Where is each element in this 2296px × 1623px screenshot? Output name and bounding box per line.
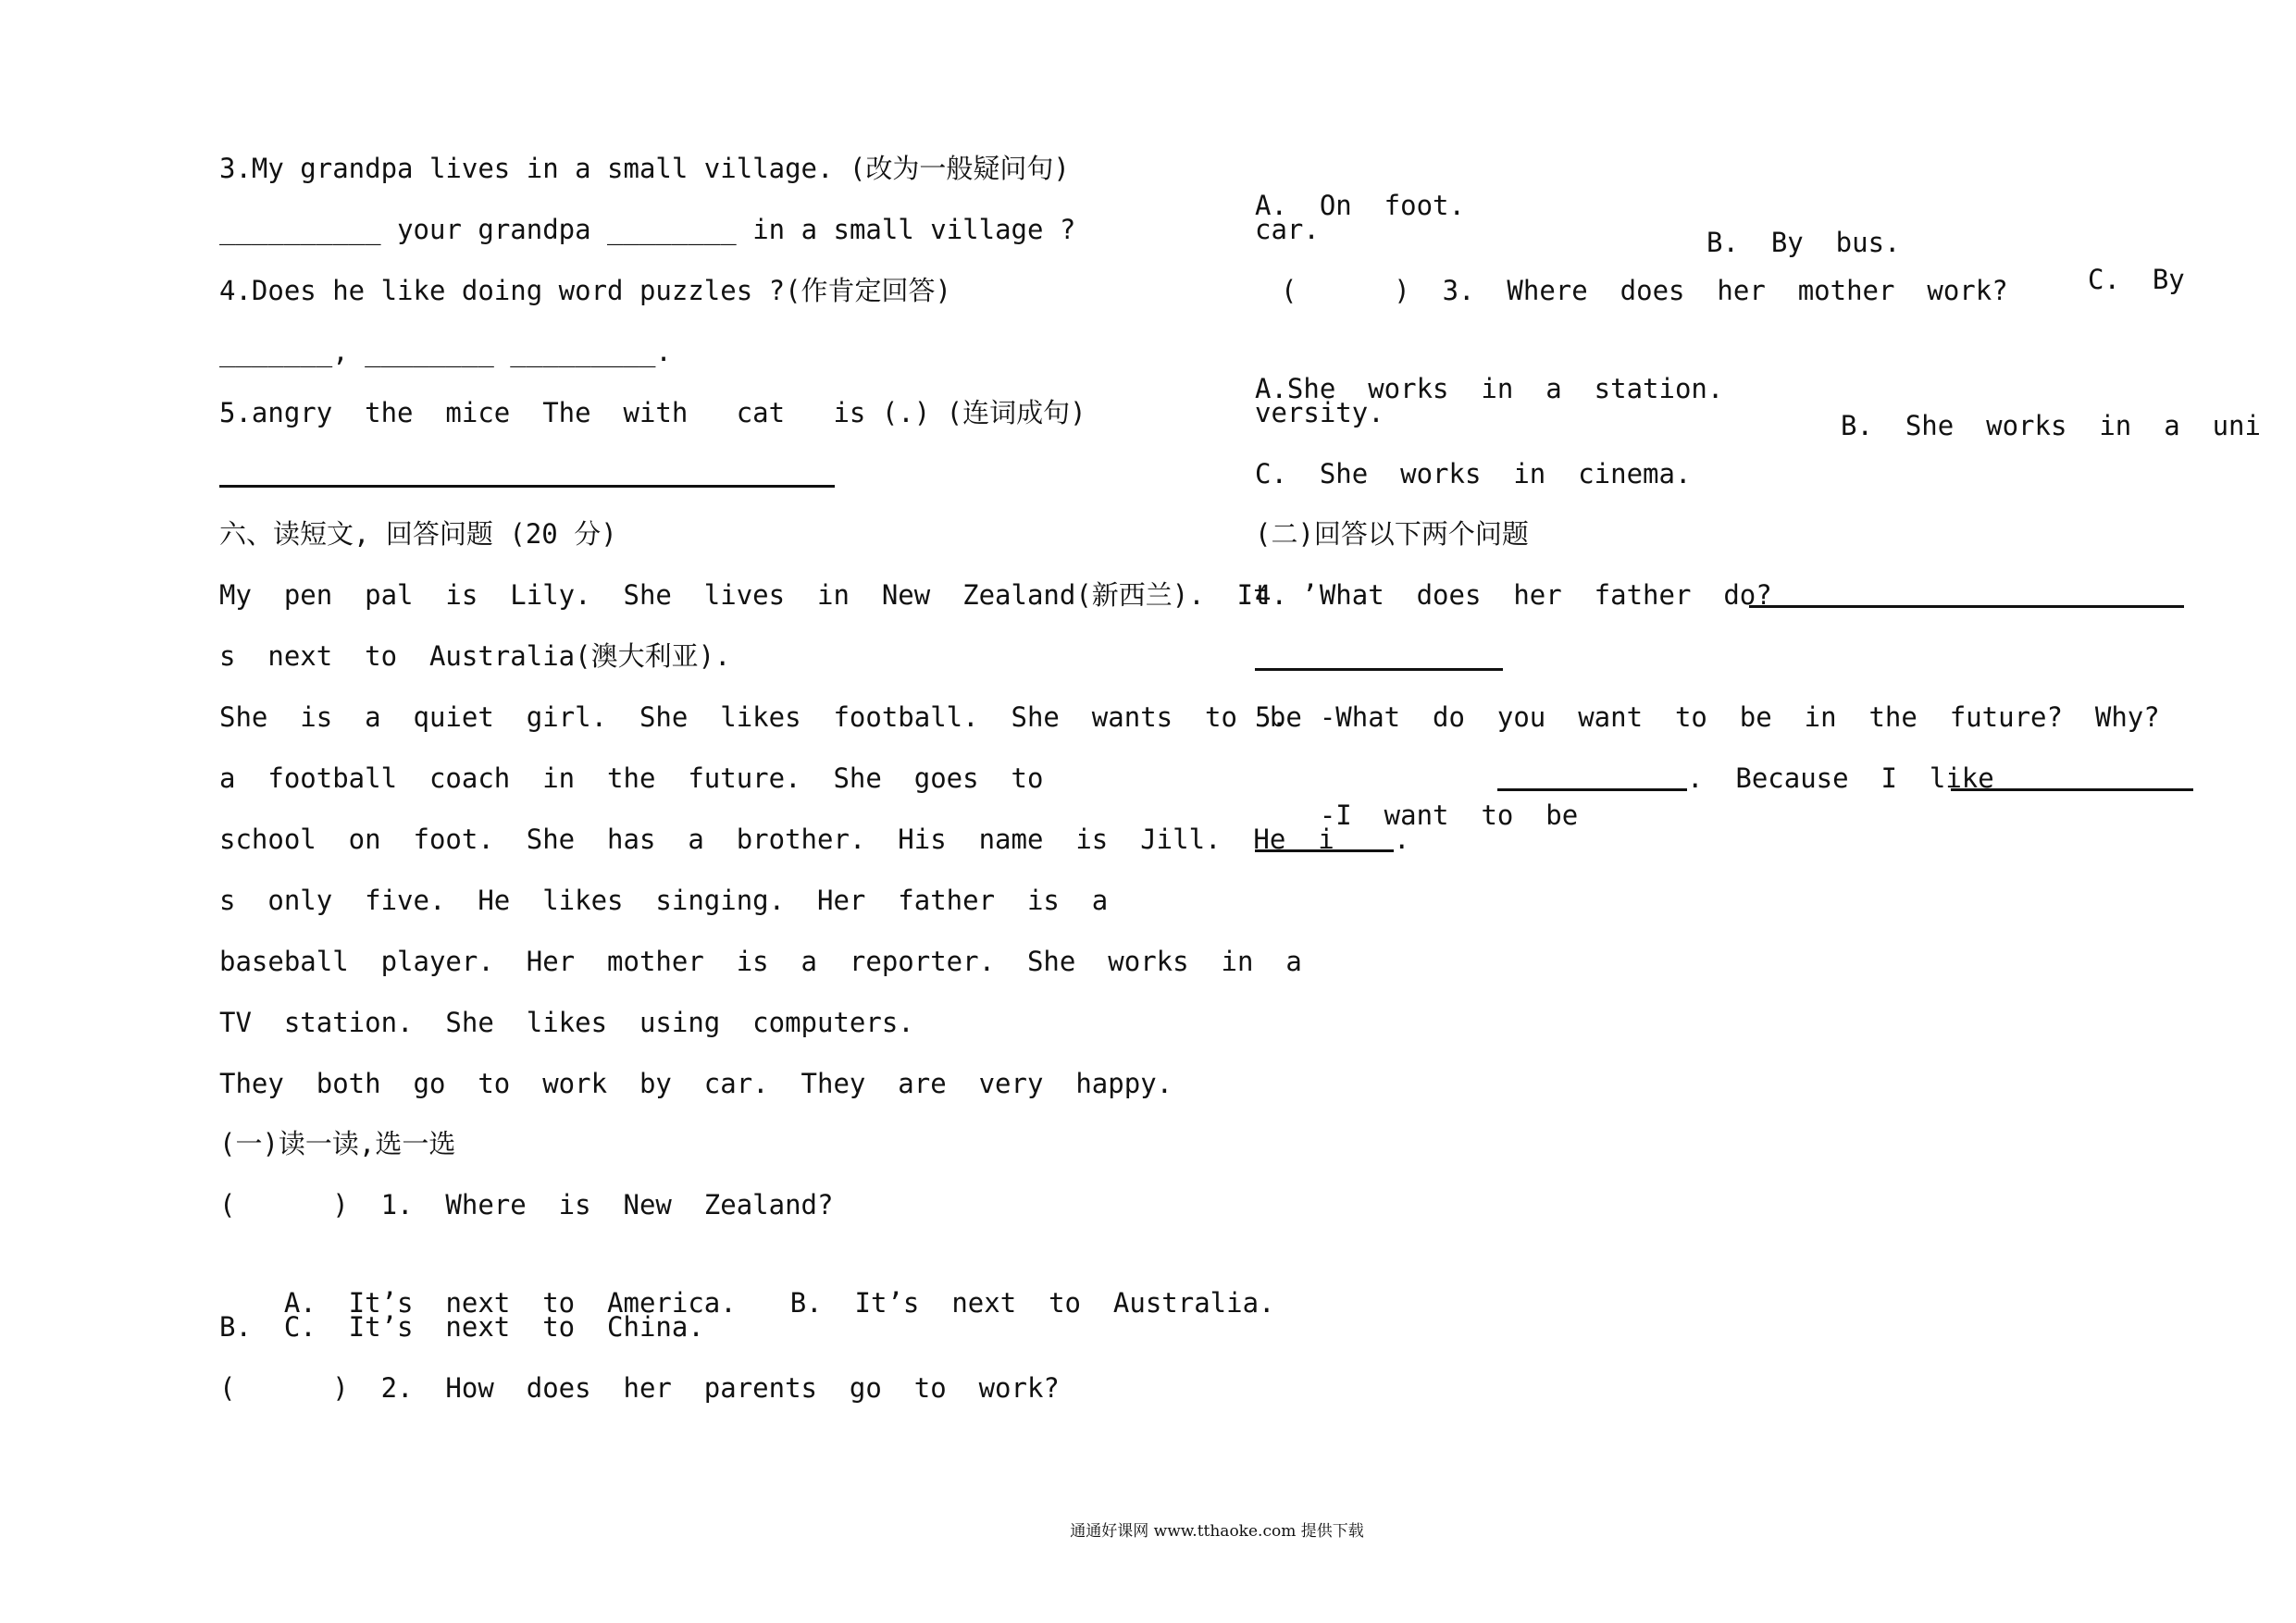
answer-line[interactable] <box>1255 849 1394 852</box>
part-2-title: (二)回答以下两个问题 <box>1255 518 1529 550</box>
passage-line: school on foot. She has a brother. His name is Jill. He i <box>219 824 1334 855</box>
option-c[interactable]: C. She works in cinema. <box>1255 458 1692 489</box>
section-6-title: 六、读短文, 回答问题 (20 分) <box>219 518 617 550</box>
option-c[interactable]: C. By <box>2088 264 2185 295</box>
option-c[interactable]: B. C. It’s next to China. <box>219 1311 704 1343</box>
option-a[interactable]: A. It’s next to America. <box>283 1287 737 1319</box>
passage-line: s next to Australia(澳大利亚). <box>219 640 731 672</box>
answer-line[interactable] <box>1749 605 2184 608</box>
option-a[interactable]: A.She works in a station. <box>1255 373 1724 404</box>
passage-line: baseball player. Her mother is a reporter. She works in a <box>219 946 1302 977</box>
question-5-answer-line: -I want to be <box>1319 799 1579 831</box>
answer-line[interactable] <box>1497 788 1687 791</box>
option-b[interactable]: B. She works in a uni <box>1841 410 2261 441</box>
question-4-answer-line[interactable]: _______, ________ _________. <box>219 336 672 367</box>
option-b[interactable]: B. By bus. <box>1706 227 1901 258</box>
question-3: 3.My grandpa lives in a small village. (改为一般疑问句) <box>219 153 1070 184</box>
option-a[interactable]: A. On foot. <box>1255 190 1465 221</box>
question-5: 5. -What do you want to be in the future? Why? <box>1255 701 2160 733</box>
passage-line: a football coach in the future. She goes to <box>219 762 1044 794</box>
page-footer: 通通好课网 www.tthaoke.com 提供下载 <box>1070 1522 1364 1541</box>
option-b-continued: versity. <box>1255 397 1384 428</box>
passage-line: s only five. He likes singing. Her father is a <box>219 885 1109 916</box>
blank[interactable]: ________ <box>607 214 737 245</box>
question-4: 4.Does he like doing word puzzles ?(作肯定回答) <box>219 275 952 306</box>
part-1-title: (一)读一读,选一选 <box>219 1128 456 1159</box>
question-4: 4. What does her father do? <box>1255 579 1772 611</box>
blank[interactable]: __________ <box>219 214 381 245</box>
passage-line: They both go to work by car. They are very happy. <box>219 1068 1173 1099</box>
question-5: 5.angry the mice The with cat is (.) (连词成句) <box>219 397 1086 428</box>
passage-line: She is a quiet girl. She likes football. She wants to be <box>219 701 1302 733</box>
passage-line: My pen pal is Lily. She lives in New Zealand(新西兰). It ’ <box>219 579 1318 611</box>
passage-line: TV station. She likes using computers. <box>219 1007 914 1038</box>
option-b[interactable]: B. It’s next to Australia. <box>789 1287 1275 1319</box>
option-c-continued: car. <box>1255 214 1320 245</box>
because-label: . Because I like <box>1687 762 1994 794</box>
question-3-answer-line: __________ your grandpa ________ in a small village ? <box>219 211 1075 248</box>
mc-question-3: ( ) 3. Where does her mother work? <box>1281 275 2008 306</box>
mc-question-1: ( ) 1. Where is New Zealand? <box>219 1189 834 1220</box>
period: . <box>1394 824 1410 855</box>
answer-line[interactable] <box>219 485 835 488</box>
answer-line[interactable] <box>1951 788 2193 791</box>
mc-question-2: ( ) 2. How does her parents go to work? <box>219 1372 1060 1404</box>
answer-line[interactable] <box>1255 668 1503 671</box>
